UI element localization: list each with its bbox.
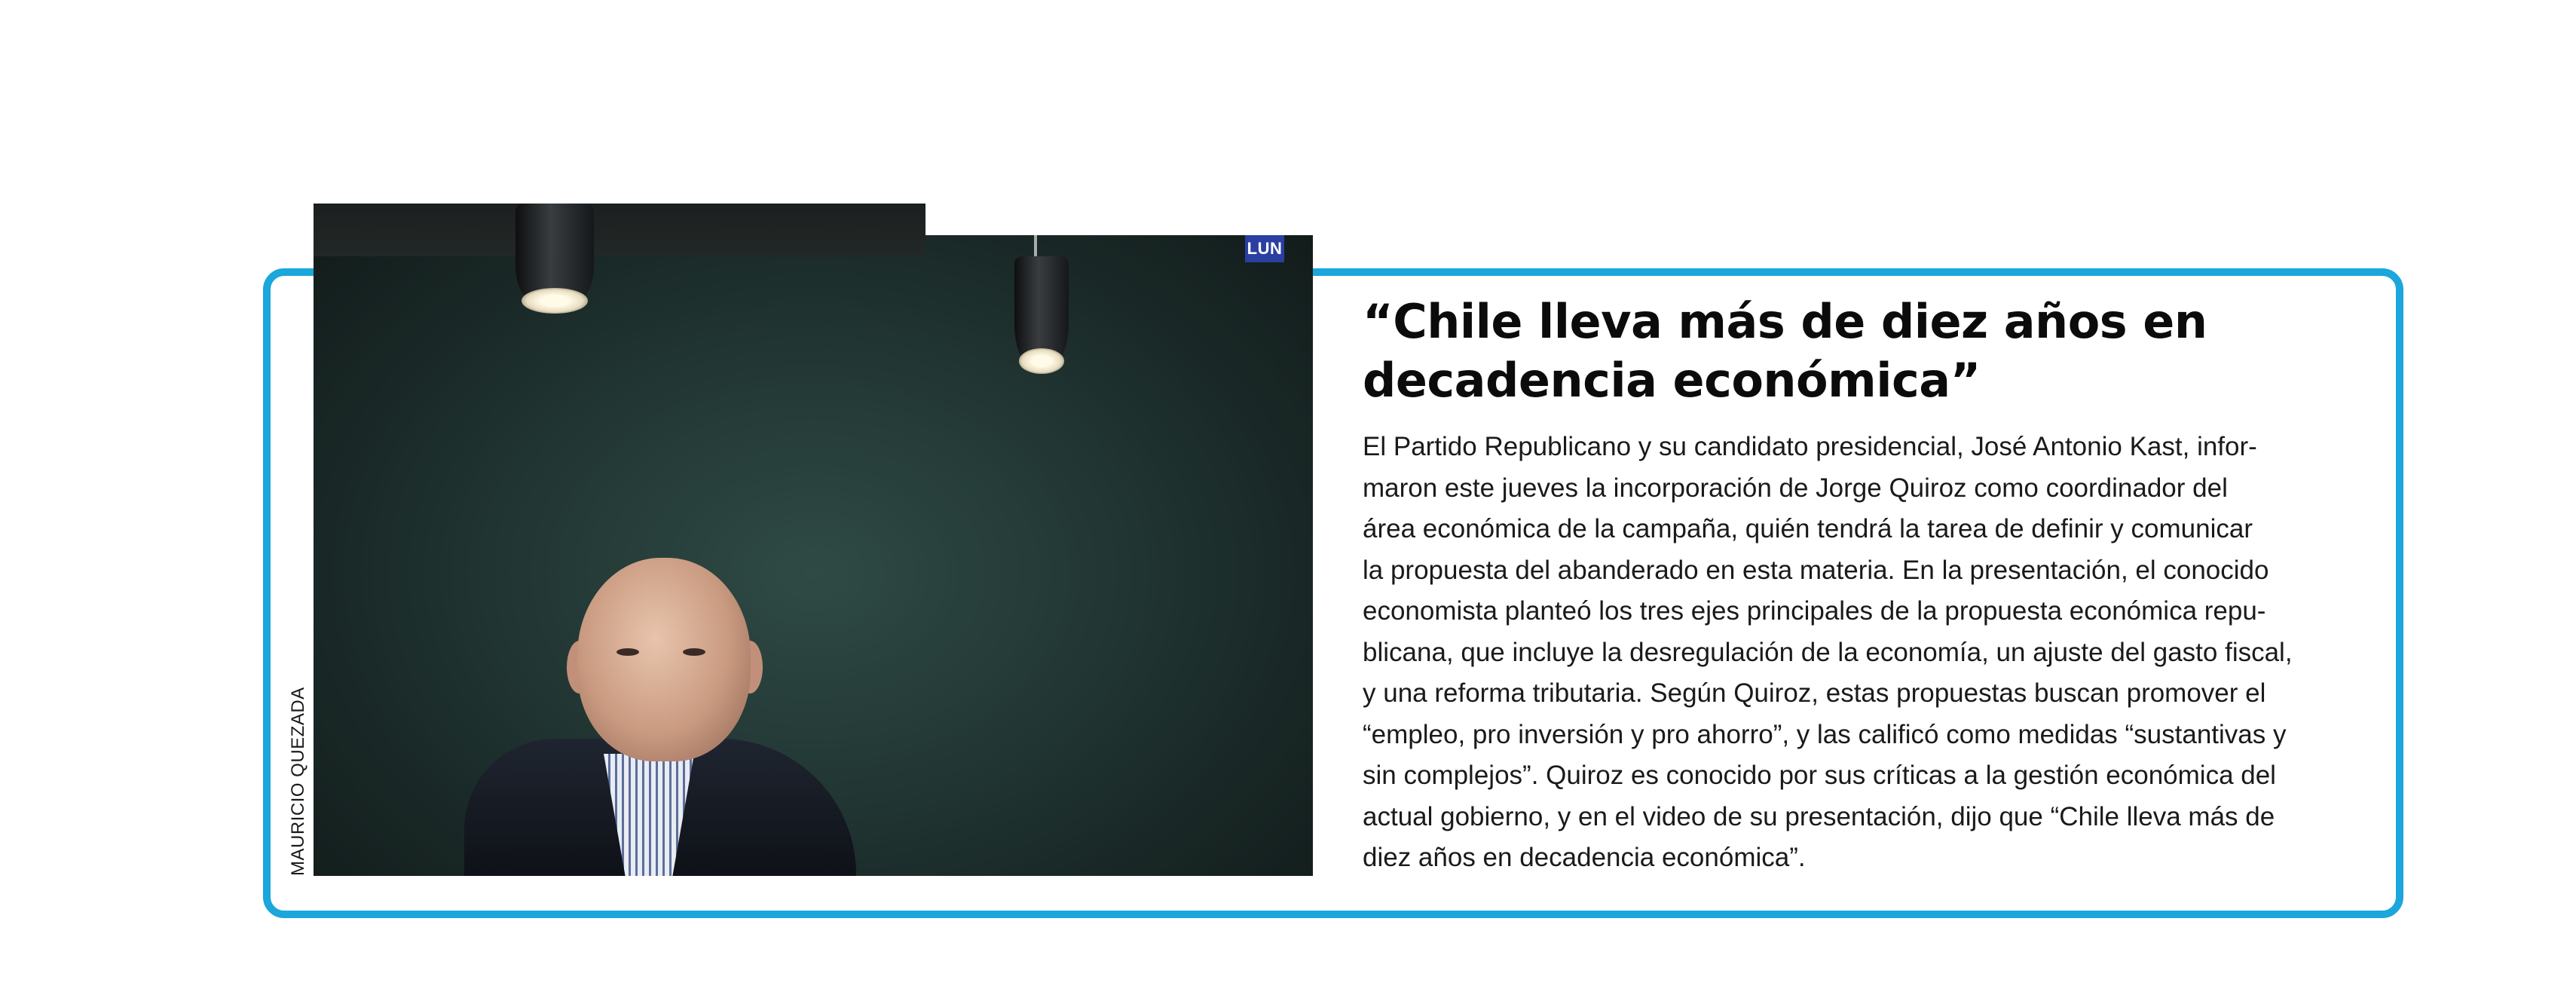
- head: [577, 558, 751, 761]
- body-line: diez años en decadencia económica”.: [1363, 843, 1806, 872]
- eye: [616, 648, 639, 656]
- body-line: actual gobierno, y en el video de su presentación, dijo que “Chile lleva más de: [1363, 801, 2275, 831]
- body-line: maron este jueves la incorporación de Jorge Quiroz como coordinador del: [1363, 473, 2228, 503]
- eye: [683, 648, 705, 656]
- photo-notch: [925, 204, 1313, 235]
- body-line: sin complejos”. Quiroz es conocido por sus críticas a la gestión económica del: [1363, 761, 2276, 790]
- body-line: blicana, que incluye la desregulación de la economía, un ajuste del gasto fiscal,: [1363, 637, 2293, 667]
- lamp-glow: [522, 288, 587, 314]
- ceiling: [314, 204, 925, 256]
- body-line: área económica de la campaña, quién tendrá la tarea de definir y comunicar: [1363, 514, 2253, 543]
- body-line: El Partido Republicano y su candidato presidencial, José Antonio Kast, infor-: [1363, 432, 2257, 461]
- lamp-cord: [1034, 235, 1037, 258]
- pendant-lamp-left: [516, 204, 594, 309]
- article-body: [1363, 427, 2357, 879]
- article-headline: [1363, 292, 2342, 410]
- article-photo: [314, 204, 1313, 876]
- body-line: la propuesta del abanderado en esta materia. En la presentación, el conocido: [1363, 555, 2269, 585]
- body-line: economista planteó los tres ejes principales de la propuesta económica repu-: [1363, 596, 2266, 626]
- lamp-glow: [1019, 348, 1064, 374]
- headline-line: decadencia económica”: [1363, 353, 1981, 408]
- lun-logo-badge: LUN: [1245, 235, 1284, 262]
- body-line: y una reforma tributaria. Según Quiroz, estas propuestas buscan promover el: [1363, 678, 2266, 708]
- headline-line: “Chile lleva más de diez años en: [1363, 294, 2207, 349]
- photo-credit: MAURICIO QUEZADA: [288, 687, 308, 876]
- person-portrait: [464, 558, 856, 876]
- body-line: “empleo, pro inversión y pro ahorro”, y las calificó como medidas “sustantivas y: [1363, 719, 2287, 749]
- pendant-lamp-right: [1014, 256, 1069, 369]
